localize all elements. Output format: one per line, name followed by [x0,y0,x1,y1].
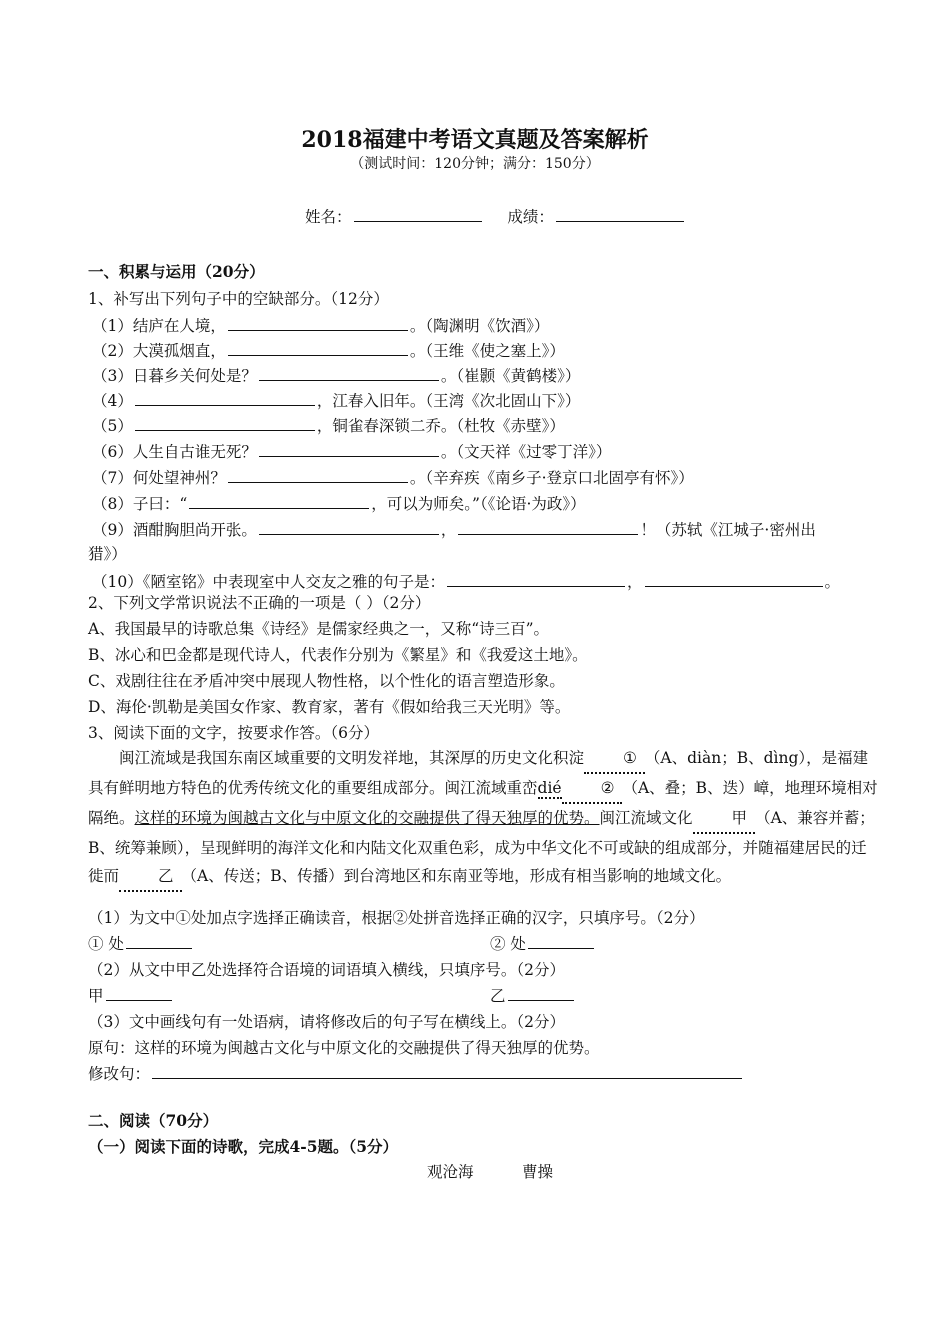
answer-blank[interactable] [135,391,315,406]
page-subtitle: （测试时间：120分钟；满分：150分） [350,156,600,172]
q1-item-9: （9）酒酣胸胆尚开张。 ， ！（苏轼《江城子·密州出 [92,521,816,539]
q1-item-1: （1）结庐在人境， 。（陶渊明《饮酒》） [92,317,550,335]
q1-item-2: （2）大漠孤烟直， 。（王维《使之塞上》） [92,342,565,360]
q1-item-4: （4） ，江春入旧年。（王湾《次北固山下》） [92,392,581,410]
answer-blank[interactable] [135,416,315,431]
q2-option-a: A、我国最早的诗歌总集《诗经》是儒家经典之一，又称“诗三百”。 [88,620,550,638]
q3-revised-sentence: 修改句： [88,1064,744,1084]
q1-item-10: （10）《陋室铭》中表现室中人交友之雅的句子是： ， 。 [92,573,841,591]
answer-blank[interactable] [508,986,574,1001]
q3-sub1: （1）为文中①处加点字选择正确读音，根据②处拼音选择正确的汉字，只填序号。（2分） [88,909,705,927]
score-blank[interactable] [556,207,684,222]
poem-title: 观沧海 [427,1163,474,1181]
answer-blank[interactable] [228,468,408,483]
pinyin-die: dié [537,779,562,797]
q1-item-8: （8）子曰：“ ，可以为师矣。”（《论语·为政》） [92,495,586,513]
section2-heading: 二、阅读（70分） [88,1111,219,1130]
answer-blank[interactable] [645,572,823,587]
q3-sub2-answer-jia: 甲 [88,986,174,1006]
q3-sub1-answer-2: ② 处 [490,934,596,954]
q1-item-3: （3）日暮乡关何处是？ 。（崔颢《黄鹤楼》） [92,367,581,385]
answer-blank[interactable] [106,986,172,1001]
answer-blank[interactable] [228,341,408,356]
poem-author: 曹操 [522,1163,554,1181]
answer-blank[interactable] [447,572,625,587]
q3-stem: 3、阅读下面的文字，按要求作答。（6分） [88,724,379,742]
name-blank[interactable] [354,207,482,222]
underlined-sentence: 这样的环境为闽越古文化与中原文化的交融提供了得天独厚的优势。 [134,809,600,827]
q3-passage: 闽江流域是我国东南区域重要的文明发祥地，其深厚的历史文化积淀 ① （A、diàn；B、dìng），是福建具有鲜明地方特色的优秀传统文化的重要组成部分。闽江流域重峦dié ② （A、叠；B、迭）嶂，地理环境相对隔绝。这样的环境为闽越古文化与中原文化的交融提供了得天独厚的优势。闽江流域文化 甲 （A、兼容并蓄；B、统筹兼顾），呈现鲜明的海洋文化和内陆文化双重色彩，成为中华文化不可或缺的组成部分，并随福建居民的迁徙而 乙 （A、传送；B、传播）到台湾地区和东南亚等地，形成有相当影响的地域文化。 [88,744,878,892]
answer-blank[interactable] [228,316,408,331]
q2-option-b: B、冰心和巴金都是现代诗人，代表作分别为《繁星》和《我爱这土地》。 [88,646,588,664]
answer-blank[interactable] [259,366,439,381]
q1-item-9-cont: 猎》） [88,545,127,563]
q3-sub2-answer-yi: 乙 [490,986,576,1006]
q3-original-sentence: 原句：这样的环境为闽越古文化与中原文化的交融提供了得天独厚的优势。 [88,1039,600,1057]
section1-heading: 一、积累与运用（20分） [88,262,265,281]
q2-option-c: C、戏剧往往在矛盾冲突中展现人物性格，以个性化的语言塑造形象。 [88,672,565,690]
q1-item-7: （7）何处望神州？ 。（辛弃疾《南乡子·登京口北固亭有怀》） [92,469,694,487]
q2-option-d: D、海伦·凯勒是美国女作家、教育家，著有《假如给我三天光明》等。 [88,698,571,716]
q1-stem: 1、补写出下列句子中的空缺部分。（12分） [88,290,389,308]
blank-yi[interactable]: 乙 [119,862,182,892]
blank-jia[interactable]: 甲 [693,804,756,834]
answer-blank[interactable] [126,934,192,949]
section2-sub-heading: （一）阅读下面的诗歌，完成4-5题。（5分） [88,1137,399,1156]
q3-sub3: （3）文中画线句有一处语病，请将修改后的句子写在横线上。（2分） [88,1013,565,1031]
q3-sub2: （2）从文中甲乙处选择符合语境的词语填入横线，只填序号。（2分） [88,961,565,979]
q1-item-6: （6）人生自古谁无死？ 。（文天祥《过零丁洋》） [92,443,612,461]
blank-2[interactable]: ② [562,774,623,804]
answer-blank[interactable] [189,494,369,509]
q3-sub1-answer-1: ① 处 [88,934,194,954]
score-label: 成绩： [507,208,554,226]
answer-blank[interactable] [458,520,638,535]
answer-blank[interactable] [259,442,439,457]
blank-1[interactable]: ① [584,744,645,774]
q1-item-5: （5） ，铜雀春深锁二乔。（杜牧《赤壁》） [92,417,565,435]
page-title: 2018福建中考语文真题及答案解析 [301,127,649,153]
answer-blank[interactable] [152,1064,742,1079]
answer-blank[interactable] [528,934,594,949]
name-label: 姓名： [305,208,352,226]
answer-blank[interactable] [259,520,439,535]
name-score-row [305,207,686,227]
q2-stem: 2、下列文学常识说法不正确的一项是（ ）（2分） [88,594,431,612]
